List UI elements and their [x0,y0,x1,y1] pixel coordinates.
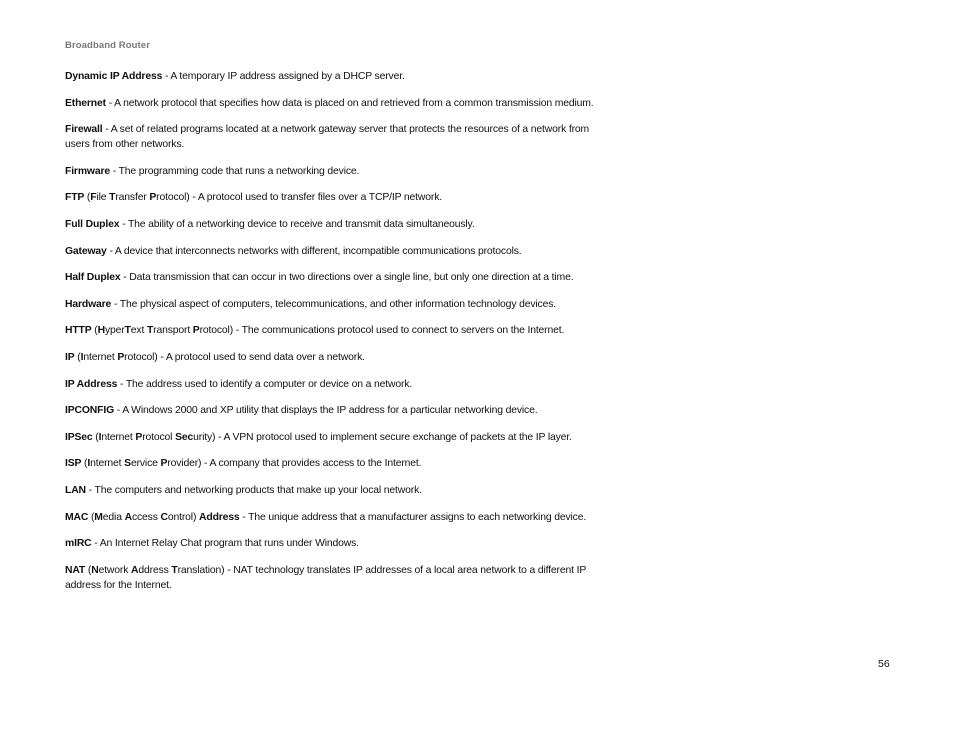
glossary-definition-text: - An Internet Relay Chat program that runs under Windows. [91,538,359,550]
glossary-term: I [98,431,102,443]
glossary-entry [65,217,595,232]
glossary-definition-text: - A set of related programs located at a network gateway server that protects the resources of a network from users from other networks. [65,124,590,151]
glossary-definition-text: - The programming code that runs a networking device. [110,165,360,177]
glossary-term: A [131,564,139,576]
glossary-entry [65,456,595,471]
glossary-definition-text: - A network protocol that specifies how data is placed on and retrieved from a common transmission medium. [105,97,594,109]
glossary-definition-text: ddress [138,564,172,576]
glossary-term: LAN [65,484,86,496]
glossary-term: mIRC [65,538,92,550]
glossary-definition-text: ransfer [115,192,150,204]
glossary-term: Hardware [65,298,112,310]
glossary-entry [65,270,595,285]
glossary-definition-text: ontrol) [167,511,200,523]
glossary-entry [65,536,595,551]
glossary-definition-text: - A Windows 2000 and XP utility that displays the IP address for a particular networking device. [114,405,538,417]
glossary-term: T [124,325,131,337]
glossary-definition-text: rotocol) - A protocol used to transfer files over a TCP/IP network. [156,192,442,204]
glossary-term: T [171,564,178,576]
running-header: Broadband Router [65,40,150,51]
glossary-definition-text: ( [74,351,81,363]
glossary-definition-text: ( [88,511,95,523]
glossary-definition-text: urity) - A VPN protocol used to implement secure exchange of packets at the IP layer. [193,431,572,443]
glossary-term: P [192,325,200,337]
glossary-term: T [109,192,116,204]
glossary-entry [65,244,595,259]
glossary-entry [65,483,595,498]
glossary-term: Half Duplex [65,272,121,284]
glossary-definition-text: ( [84,192,91,204]
glossary-definition-text: - The address used to identify a computer or device on a network. [117,378,413,390]
glossary-entry [65,563,595,593]
glossary-term: ISP [65,458,82,470]
glossary-definition-text: - The ability of a networking device to receive and transmit data simultaneously. [119,218,475,230]
glossary-entry [65,96,595,111]
glossary-term: IPSec [65,431,93,443]
glossary-term: A [124,511,132,523]
glossary-definition-text: ile [96,192,110,204]
glossary-definition-text: nternet [83,351,118,363]
glossary-definition-text: ( [91,325,98,337]
glossary-term: Firmware [65,165,110,177]
glossary-definition-text: ext [130,325,147,337]
glossary-term: NAT [65,564,86,576]
glossary-definition-text: ransport [153,325,193,337]
glossary-term: P [160,458,168,470]
glossary-entry [65,323,595,338]
glossary-definition-text: - The unique address that a manufacturer assigns to each networking device. [239,511,587,523]
glossary-definition-text: ccess [131,511,161,523]
glossary-term: Firewall [65,124,103,136]
glossary-definition-text: rotocol) - A protocol used to send data over a network. [124,351,365,363]
glossary-definition-text: edia [102,511,125,523]
glossary-term: I [87,458,91,470]
glossary-term: Address [199,511,240,523]
glossary-definition-text: ( [92,431,99,443]
glossary-definition-text: ranslation) - NAT technology translates IP addresses of a local area network to a different IP address for the Internet. [65,564,586,591]
glossary-term: HTTP [65,325,92,337]
glossary-definition-text: rovider) - A company that provides access to the Internet. [167,458,422,470]
glossary-term: Ethernet [65,97,106,109]
glossary-term: Dynamic IP Address [65,71,163,82]
glossary-term: P [149,192,157,204]
glossary-entry [65,377,595,392]
glossary-term: F [90,192,97,204]
glossary-definition-text: - A device that interconnects networks with different, incompatible communications protocols. [106,245,522,257]
glossary-entry [65,190,595,205]
glossary-definition-text: yper [104,325,125,337]
glossary-definition-text: rotocol [142,431,176,443]
glossary-entry [65,510,595,525]
page-number: 56 [878,658,890,670]
glossary-definition-text: nternet [90,458,125,470]
glossary-term: FTP [65,192,85,204]
glossary-entry [65,164,595,179]
glossary-definition-text: ( [81,458,88,470]
glossary-definition-text: ( [85,564,92,576]
glossary-term: T [146,325,154,337]
glossary-entry [65,122,595,152]
glossary-term: Gateway [65,245,107,257]
glossary-definition-text: - Data transmission that can occur in two directions over a single line, but only one direction at a time. [120,272,574,284]
glossary-term: P [117,351,125,363]
glossary-term: Sec [175,431,194,443]
glossary-definition-text: - A temporary IP address assigned by a DHCP server. [162,71,405,82]
glossary-entry [65,350,595,365]
glossary-term: P [135,431,143,443]
glossary-definition-text: ervice [130,458,161,470]
glossary-entry [65,69,595,84]
glossary-entry [65,403,595,418]
glossary-definition-text: etwork [98,564,132,576]
glossary-definition-text: - The physical aspect of computers, telecommunications, and other information technology devices. [111,298,557,310]
glossary-list [65,69,595,604]
glossary-term: IPCONFIG [65,405,115,417]
glossary-term: C [160,511,168,523]
glossary-entry [65,297,595,312]
glossary-definition-text: rotocol) - The communications protocol used to connect to servers on the Internet. [199,325,565,337]
glossary-term: I [80,351,84,363]
glossary-term: M [94,511,103,523]
glossary-term: Full Duplex [65,218,120,230]
glossary-term: S [124,458,131,470]
glossary-definition-text: nternet [101,431,136,443]
glossary-term: IP Address [65,378,118,390]
glossary-entry [65,430,595,445]
glossary-term: IP [65,351,75,363]
glossary-definition-text: - The computers and networking products that make up your local network. [85,484,422,496]
glossary-term: H [97,325,105,337]
glossary-term: MAC [65,511,89,523]
glossary-term: N [91,564,99,576]
